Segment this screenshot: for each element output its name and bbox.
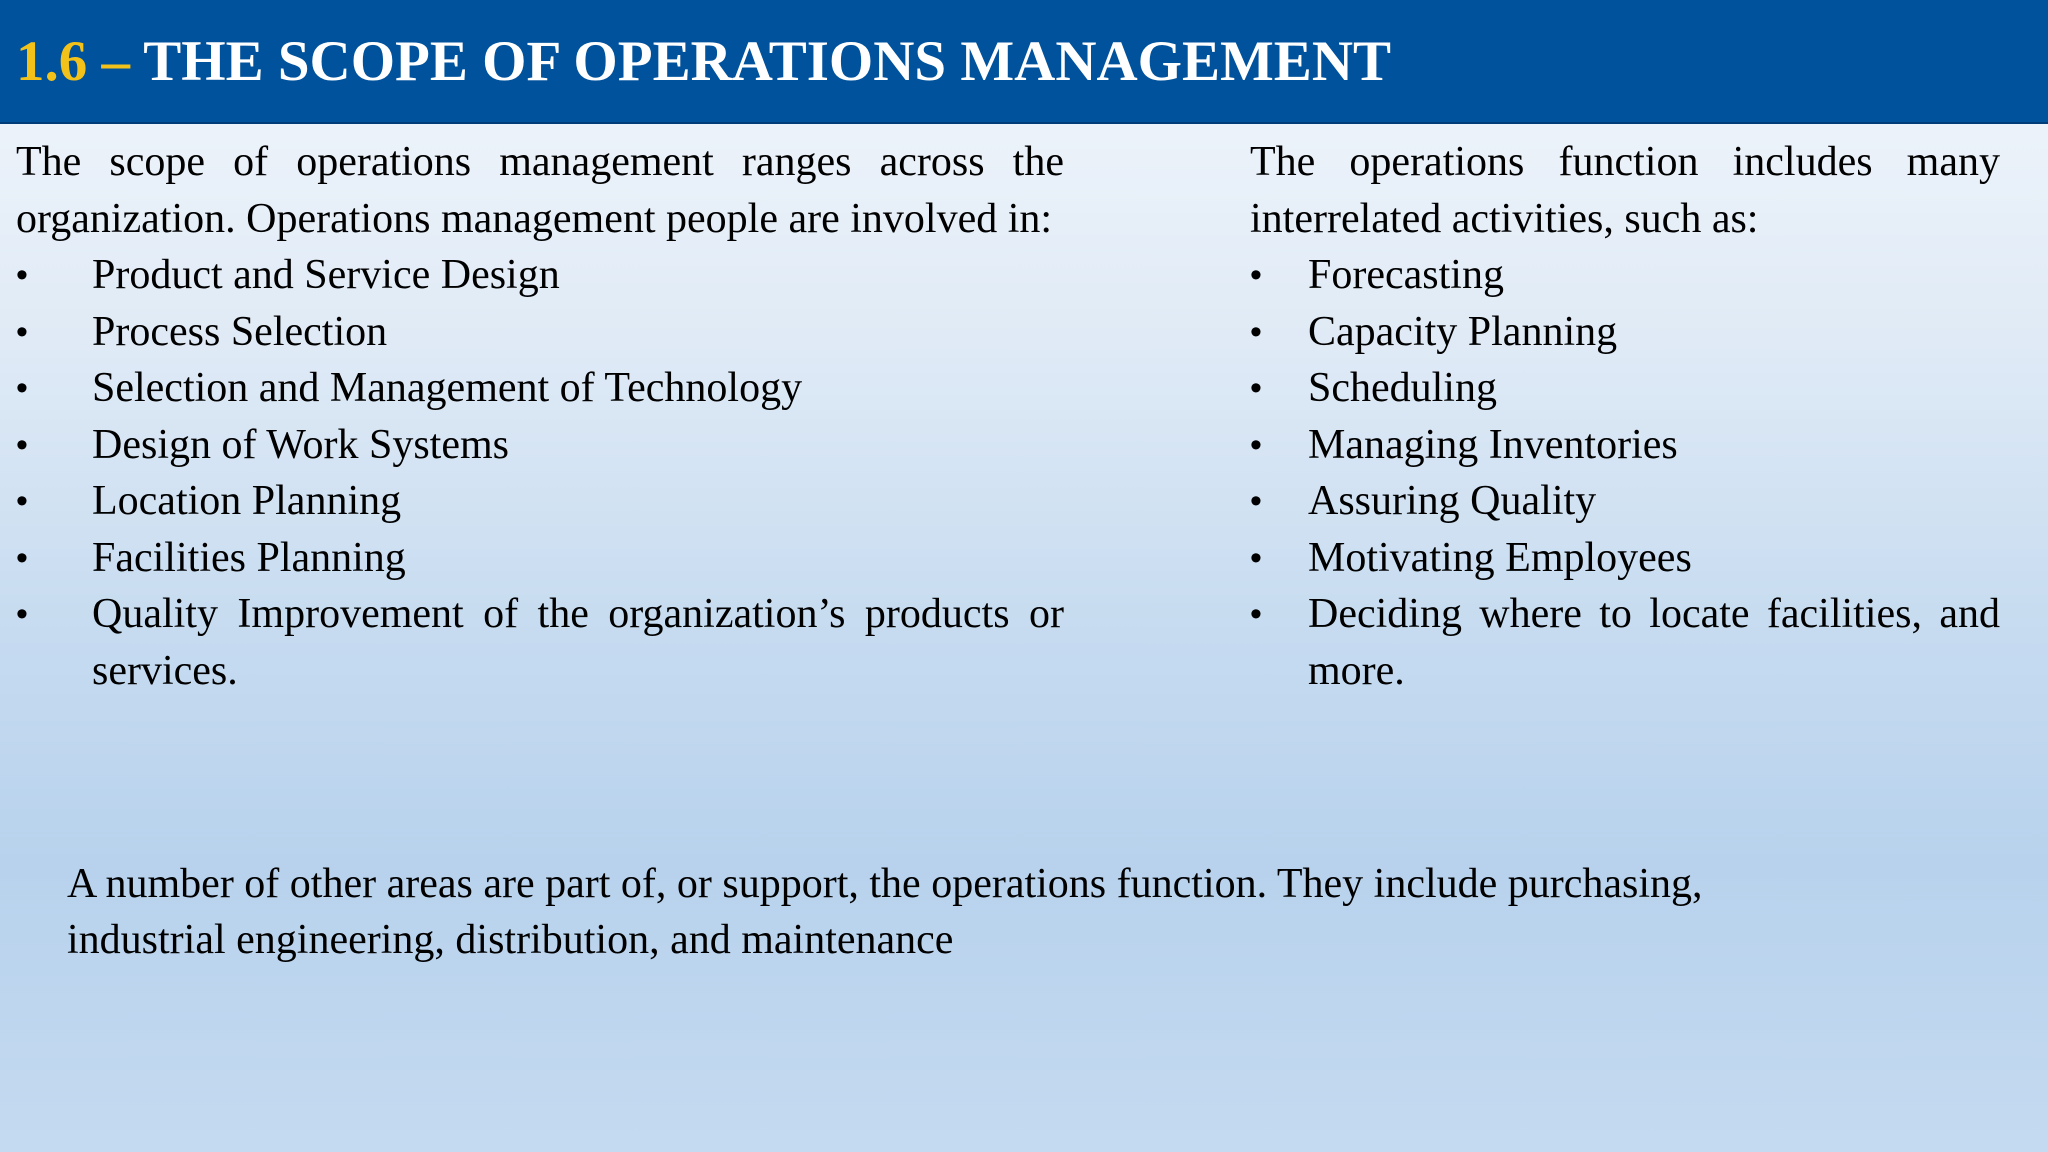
list-item bbox=[16, 247, 1064, 304]
left-column bbox=[16, 134, 1064, 699]
list-item-text: Capacity Planning bbox=[1308, 308, 1618, 355]
right-column bbox=[1250, 134, 2000, 699]
list-item-text: Scheduling bbox=[1308, 365, 1497, 411]
list-item-text: Selection and Management of Technology bbox=[92, 365, 803, 411]
bullet-icon: • bbox=[16, 312, 28, 351]
list-item bbox=[1250, 304, 2000, 361]
list-item-text: Assuring Quality bbox=[1308, 478, 1597, 524]
bottom-note bbox=[67, 856, 1947, 968]
list-item bbox=[1250, 417, 2000, 474]
list-item bbox=[16, 304, 1064, 361]
title-text: THE SCOPE OF OPERATIONS MANAGEMENT bbox=[143, 30, 1391, 93]
bullet-icon: • bbox=[16, 595, 28, 633]
bullet-icon: • bbox=[16, 256, 28, 294]
slide-title bbox=[16, 30, 1391, 94]
list-item bbox=[16, 530, 1064, 587]
list-item bbox=[16, 473, 1064, 530]
left-intro-text: The scope of operations management ranges across the organization. Operations management people are involved in: bbox=[16, 139, 1064, 242]
list-item-text: Forecasting bbox=[1308, 252, 1504, 298]
section-number: 1.6 – bbox=[16, 30, 130, 93]
bullet-icon: • bbox=[16, 425, 28, 464]
bullet-icon: • bbox=[16, 482, 28, 520]
bullet-icon: • bbox=[1250, 369, 1262, 407]
bullet-icon: • bbox=[16, 369, 28, 407]
list-item-text: Location Planning bbox=[92, 478, 402, 524]
bullet-icon: • bbox=[1250, 482, 1262, 520]
bullet-icon: • bbox=[1250, 538, 1262, 577]
title-bar bbox=[0, 0, 2048, 124]
right-bullet-list bbox=[1250, 247, 2000, 699]
bullet-icon: • bbox=[1250, 256, 1262, 294]
list-item bbox=[1250, 586, 2000, 699]
list-item bbox=[16, 360, 1064, 417]
right-intro-text: The operations function includes many interrelated activities, such as: bbox=[1250, 139, 2000, 242]
list-item-text: Product and Service Design bbox=[92, 252, 560, 298]
list-item-text: Motivating Employees bbox=[1308, 534, 1692, 581]
list-item bbox=[1250, 473, 2000, 530]
list-item-text: Facilities Planning bbox=[92, 534, 406, 581]
bullet-icon: • bbox=[1250, 425, 1262, 464]
list-item bbox=[1250, 360, 2000, 417]
list-item-text: Quality Improvement of the organization’s products or services. bbox=[92, 591, 1064, 694]
list-item-text: Design of Work Systems bbox=[92, 421, 510, 468]
bullet-icon: • bbox=[16, 538, 28, 577]
list-item-text: Managing Inventories bbox=[1308, 421, 1678, 468]
bottom-note-line-1: A number of other areas are part of, or support, the operations function. They include purchasing, bbox=[67, 861, 1703, 907]
list-item bbox=[1250, 247, 2000, 304]
list-item-text: Process Selection bbox=[92, 308, 388, 355]
bottom-note-line-2: industrial engineering, distribution, and maintenance bbox=[67, 917, 954, 963]
left-bullet-list bbox=[16, 247, 1064, 699]
list-item bbox=[1250, 530, 2000, 587]
bullet-icon: • bbox=[1250, 595, 1262, 633]
list-item bbox=[16, 586, 1064, 699]
list-item bbox=[16, 417, 1064, 474]
list-item-text: Deciding where to locate facilities, and more. bbox=[1308, 591, 2000, 694]
bullet-icon: • bbox=[1250, 312, 1262, 351]
